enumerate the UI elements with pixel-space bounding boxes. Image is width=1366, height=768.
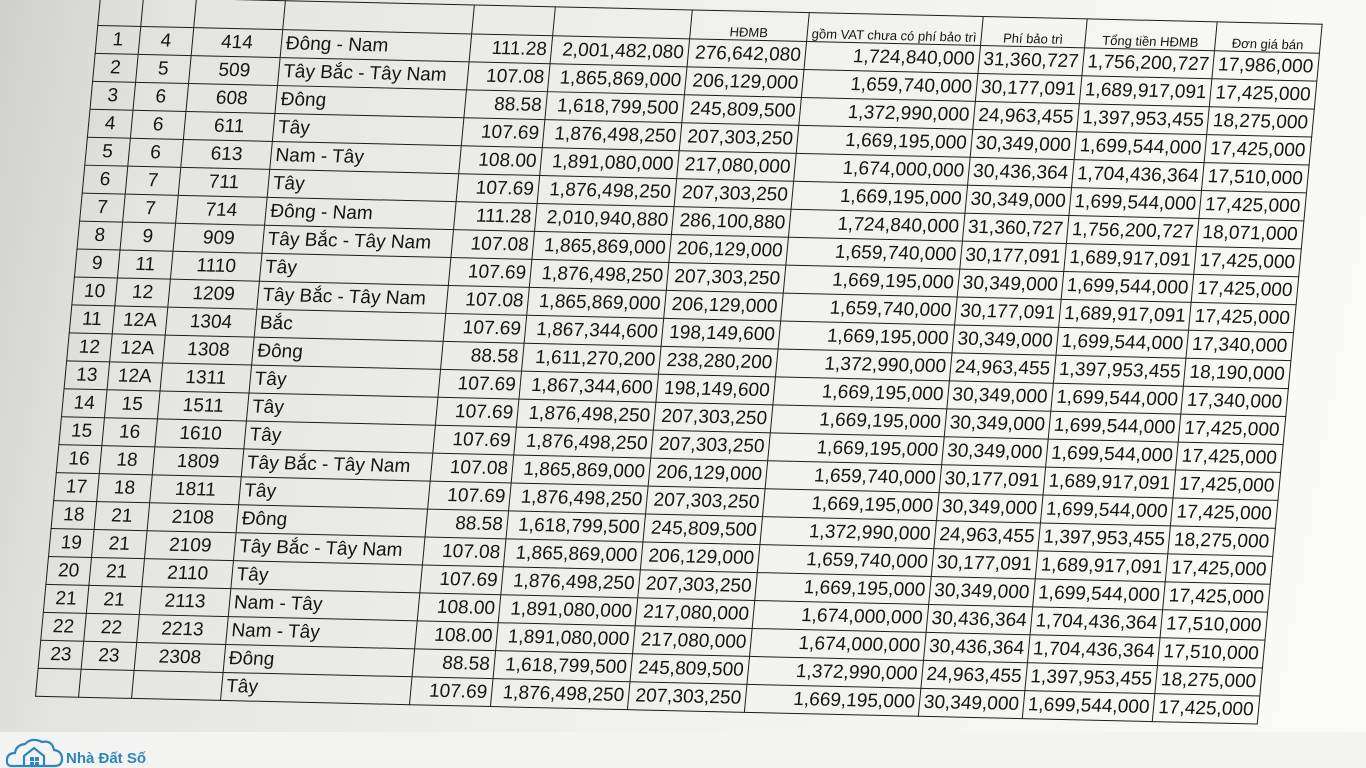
vat-price-cell: 1,659,740,000 — [786, 237, 962, 269]
unit-price-cell: 17,340,000 — [1181, 386, 1288, 416]
unit-price-cell: 17,425,000 — [1173, 470, 1280, 500]
vat-price-cell: 1,669,195,000 — [791, 181, 967, 213]
area-cell: 107.08 — [446, 285, 530, 315]
hdmb-cell: 207,303,250 — [651, 430, 771, 461]
stt-cell: 15 — [59, 417, 105, 446]
header-cell: Phí bảo trì — [980, 17, 1087, 48]
header-cell — [141, 0, 197, 28]
contract-total-cell: 1,689,917,091 — [1043, 467, 1176, 498]
maintenance-fee-cell: 30,177,091 — [954, 297, 1061, 327]
hdmb-cell: 207,303,250 — [666, 262, 786, 293]
unit-cell: 909 — [173, 223, 265, 253]
vat-price-cell: 1,724,840,000 — [804, 42, 980, 74]
stt-cell: 22 — [41, 612, 87, 641]
contract-total-cell: 1,699,544,000 — [1074, 132, 1207, 163]
contract-total-cell: 1,689,917,091 — [1058, 299, 1191, 330]
stt-cell: 23 — [38, 640, 84, 669]
logo-text: Nhà Đất Số — [66, 749, 147, 767]
floor-cell: 7 — [125, 166, 181, 195]
unit-cell: 2108 — [147, 503, 239, 533]
direction-cell: Nam - Tây — [226, 617, 418, 649]
total-price-cell: 2,001,482,080 — [550, 36, 690, 67]
unit-price-cell: 17,425,000 — [1176, 442, 1283, 472]
contract-total-cell: 1,699,544,000 — [1069, 188, 1202, 219]
direction-cell: Tây Bắc - Tây Nam — [257, 281, 449, 313]
unit-price-cell: 17,425,000 — [1189, 302, 1296, 332]
logo[interactable] — [6, 734, 146, 768]
hdmb-cell: 238,280,200 — [659, 346, 779, 377]
unit-price-cell: 17,425,000 — [1192, 274, 1299, 304]
direction-cell: Tây — [239, 477, 431, 509]
unit-cell: 509 — [189, 56, 281, 86]
total-price-cell: 1,891,080,000 — [540, 148, 680, 179]
unit-price-cell: 18,190,000 — [1184, 358, 1291, 388]
unit-cell: 2308 — [134, 642, 226, 672]
vat-price-cell: 1,659,740,000 — [765, 461, 941, 493]
maintenance-fee-cell: 30,436,364 — [923, 632, 1030, 662]
unit-cell: 2113 — [139, 587, 231, 617]
direction-cell: Đông — [252, 337, 444, 369]
floor-cell: 5 — [136, 54, 192, 83]
direction-cell: Tây — [246, 393, 438, 425]
hdmb-cell: 276,642,080 — [687, 39, 807, 70]
stt-cell: 1 — [95, 25, 141, 54]
maintenance-fee-cell: 24,963,455 — [934, 521, 1041, 551]
header-cell: Tổng tiền HĐMB — [1084, 19, 1217, 51]
price-table — [35, 0, 1322, 724]
area-cell: 107.08 — [422, 537, 506, 567]
contract-total-cell: 1,397,953,455 — [1077, 104, 1210, 135]
direction-cell: Tây Bắc - Tây Nam — [278, 58, 470, 90]
area-cell: 111.28 — [454, 202, 538, 232]
contract-total-cell: 1,756,200,727 — [1082, 48, 1215, 79]
header-cell: HĐMB — [690, 10, 810, 42]
unit-price-cell: 17,425,000 — [1199, 191, 1306, 221]
total-price-cell: 1,618,799,500 — [493, 651, 633, 682]
stt-cell: 8 — [77, 221, 123, 250]
vat-price-cell: 1,669,195,000 — [755, 573, 931, 605]
hdmb-cell: 207,303,250 — [674, 179, 794, 210]
hdmb-cell: 206,129,000 — [684, 67, 804, 98]
hdmb-cell: 206,129,000 — [640, 542, 760, 573]
vat-price-cell: 1,669,195,000 — [773, 377, 949, 409]
maintenance-fee-cell: 30,349,000 — [957, 269, 1064, 299]
unit-cell: 1809 — [152, 447, 244, 477]
unit-price-cell: 17,510,000 — [1158, 638, 1265, 668]
total-price-cell: 1,618,799,500 — [506, 511, 646, 542]
maintenance-fee-cell: 31,360,727 — [978, 45, 1085, 75]
unit-price-cell: 18,275,000 — [1168, 526, 1275, 556]
total-price-cell: 1,865,869,000 — [532, 231, 672, 262]
maintenance-fee-cell: 30,177,091 — [939, 465, 1046, 495]
stt-cell: 18 — [51, 501, 97, 530]
vat-price-cell: 1,669,195,000 — [770, 405, 946, 437]
contract-total-cell: 1,397,953,455 — [1038, 523, 1171, 554]
direction-cell: Tây Bắc - Tây Nam — [233, 533, 425, 565]
direction-cell: Tây — [244, 421, 436, 453]
hdmb-cell: 245,809,500 — [643, 514, 763, 545]
unit-cell: 714 — [176, 195, 268, 225]
unit-price-cell: 17,425,000 — [1171, 498, 1278, 528]
total-price-cell: 1,867,344,600 — [519, 371, 659, 402]
vat-price-cell: 1,372,990,000 — [799, 97, 975, 129]
maintenance-fee-cell: 30,349,000 — [928, 577, 1035, 607]
stt-cell: 3 — [90, 81, 136, 110]
unit-cell: 414 — [191, 28, 283, 58]
footer-bar — [0, 732, 1366, 768]
contract-total-cell: 1,699,544,000 — [1048, 411, 1181, 442]
direction-cell: Đông — [223, 645, 415, 677]
contract-total-cell: 1,699,544,000 — [1022, 691, 1155, 722]
contract-total-cell: 1,699,544,000 — [1061, 271, 1194, 302]
area-cell: 107.69 — [448, 258, 532, 288]
unit-cell: 1209 — [168, 279, 260, 309]
unit-cell: 1304 — [165, 307, 257, 337]
direction-cell: Tây — [272, 113, 464, 145]
vat-price-cell: 1,674,000,000 — [752, 601, 928, 633]
total-price-cell: 1,876,498,250 — [501, 567, 641, 598]
total-price-cell: 2,010,940,880 — [535, 203, 675, 234]
unit-price-cell: 17,340,000 — [1186, 330, 1293, 360]
floor-cell: 21 — [91, 530, 147, 559]
area-cell: 107.69 — [433, 425, 517, 455]
total-price-cell: 1,611,270,200 — [522, 343, 662, 374]
direction-cell: Đông — [275, 86, 467, 118]
total-price-cell: 1,865,869,000 — [503, 539, 643, 570]
floor-cell: 16 — [102, 418, 158, 447]
unit-cell: 1110 — [170, 251, 262, 281]
total-price-cell: 1,865,869,000 — [511, 455, 651, 486]
unit-cell: 1308 — [163, 335, 255, 365]
area-cell: 107.08 — [466, 62, 550, 92]
total-price-cell: 1,891,080,000 — [498, 595, 638, 626]
maintenance-fee-cell: 30,177,091 — [975, 73, 1082, 103]
vat-price-cell: 1,669,195,000 — [763, 489, 939, 521]
area-cell: 107.69 — [420, 565, 504, 595]
direction-cell: Đông — [236, 505, 428, 537]
unit-cell: 1511 — [157, 391, 249, 421]
floor-cell: 12A — [110, 334, 166, 363]
maintenance-fee-cell: 30,349,000 — [944, 409, 1051, 439]
maintenance-fee-cell: 30,177,091 — [931, 549, 1038, 579]
floor-cell: 18 — [99, 446, 155, 475]
area-cell: 107.08 — [430, 453, 514, 483]
total-price-cell: 1,876,498,250 — [490, 679, 630, 710]
area-cell: 107.69 — [461, 118, 545, 148]
floor-cell: 12A — [107, 362, 163, 391]
total-price-cell: 1,876,498,250 — [509, 483, 649, 514]
area-cell: 108.00 — [459, 146, 543, 176]
stt-cell: 19 — [49, 529, 95, 558]
stt-cell: 2 — [93, 53, 139, 82]
contract-total-cell: 1,699,544,000 — [1056, 327, 1189, 358]
contract-total-cell: 1,704,436,364 — [1027, 635, 1160, 666]
stt-cell: 13 — [64, 361, 110, 390]
total-price-cell: 1,618,799,500 — [545, 92, 685, 123]
unit-price-cell: 17,986,000 — [1212, 51, 1319, 81]
maintenance-fee-cell: 24,963,455 — [973, 101, 1080, 131]
header-cell — [98, 0, 144, 26]
contract-total-cell: 1,689,917,091 — [1064, 243, 1197, 274]
hdmb-cell: 198,149,600 — [656, 374, 776, 405]
contract-total-cell: 1,397,953,455 — [1053, 355, 1186, 386]
vat-price-cell: 1,669,195,000 — [768, 433, 944, 465]
total-price-cell: 1,876,498,250 — [537, 176, 677, 207]
hdmb-cell: 207,303,250 — [638, 570, 758, 601]
hdmb-cell: 245,809,500 — [630, 654, 750, 685]
floor-cell: 21 — [89, 557, 145, 586]
header-cell — [283, 1, 475, 34]
area-cell: 111.28 — [469, 34, 553, 64]
stt-cell: 5 — [85, 137, 131, 166]
floor-cell: 6 — [133, 82, 189, 111]
price-sheet — [35, 0, 1322, 724]
stt-cell: 17 — [54, 473, 100, 502]
hdmb-cell: 207,303,250 — [679, 123, 799, 154]
direction-cell: Tây — [231, 561, 423, 593]
header-cell: gồm VAT chưa có phí bảo trì — [807, 13, 983, 46]
stt-cell: 12 — [67, 333, 113, 362]
unit-cell: 613 — [181, 139, 273, 169]
floor-cell: 7 — [123, 194, 179, 223]
contract-total-cell: 1,704,436,364 — [1030, 607, 1163, 638]
maintenance-fee-cell: 30,349,000 — [936, 493, 1043, 523]
total-price-cell: 1,865,869,000 — [527, 287, 667, 318]
vat-price-cell: 1,372,990,000 — [747, 656, 923, 688]
unit-price-cell: 17,425,000 — [1194, 246, 1301, 276]
unit-price-cell: 18,071,000 — [1197, 218, 1304, 248]
vat-price-cell: 1,372,990,000 — [775, 349, 951, 381]
stt-cell: 11 — [69, 305, 115, 334]
hdmb-cell: 217,080,000 — [635, 598, 755, 629]
stt-cell: 14 — [61, 389, 107, 418]
header-cell — [194, 0, 286, 30]
direction-cell: Tây Bắc - Tây Nam — [241, 449, 433, 481]
unit-price-cell: 18,275,000 — [1155, 666, 1262, 696]
hdmb-cell: 207,303,250 — [646, 486, 766, 517]
total-price-cell: 1,867,344,600 — [524, 315, 664, 346]
floor-cell: 6 — [130, 110, 186, 139]
floor-cell: 23 — [81, 641, 137, 670]
direction-cell: Bắc — [254, 309, 446, 341]
area-cell: 107.69 — [443, 313, 527, 343]
maintenance-fee-cell: 30,349,000 — [947, 381, 1054, 411]
hdmb-cell: 206,129,000 — [669, 235, 789, 266]
unit-cell: 611 — [183, 111, 275, 141]
vat-price-cell: 1,674,000,000 — [750, 628, 926, 660]
unit-cell: 608 — [186, 84, 278, 114]
stt-cell: 9 — [74, 249, 120, 278]
area-cell: 107.69 — [435, 397, 519, 427]
total-price-cell: 1,876,498,250 — [514, 427, 654, 458]
maintenance-fee-cell: 30,349,000 — [970, 129, 1077, 159]
total-price-cell: 1,891,080,000 — [496, 623, 636, 654]
maintenance-fee-cell: 30,436,364 — [926, 604, 1033, 634]
unit-price-cell: 17,425,000 — [1179, 414, 1286, 444]
unit-cell: 2213 — [137, 615, 229, 645]
contract-total-cell: 1,756,200,727 — [1066, 216, 1199, 247]
header-cell — [472, 5, 556, 36]
hdmb-cell: 217,080,000 — [677, 151, 797, 182]
vat-price-cell: 1,659,740,000 — [801, 69, 977, 101]
area-cell: 108.00 — [417, 593, 501, 623]
floor-cell: 21 — [94, 502, 150, 531]
hdmb-cell: 207,303,250 — [627, 682, 747, 713]
maintenance-fee-cell: 30,349,000 — [952, 325, 1059, 355]
unit-price-cell: 18,275,000 — [1207, 107, 1314, 137]
vat-price-cell: 1,724,840,000 — [788, 209, 964, 241]
stt-cell: 10 — [72, 277, 118, 306]
header-cell: Đơn giá bán — [1215, 22, 1322, 53]
area-cell: 88.58 — [412, 649, 496, 679]
floor-cell: 12 — [115, 278, 171, 307]
hdmb-cell: 198,149,600 — [661, 318, 781, 349]
hdmb-cell: 286,100,880 — [671, 207, 791, 238]
unit-price-cell: 17,425,000 — [1166, 554, 1273, 584]
maintenance-fee-cell: 30,349,000 — [965, 185, 1072, 215]
contract-total-cell: 1,699,544,000 — [1046, 439, 1179, 470]
vat-price-cell: 1,659,740,000 — [757, 545, 933, 577]
vat-price-cell: 1,669,195,000 — [796, 125, 972, 157]
floor-cell: 15 — [104, 390, 160, 419]
area-cell: 88.58 — [425, 509, 509, 539]
hdmb-cell: 206,129,000 — [648, 458, 768, 489]
unit-cell: 2110 — [142, 559, 234, 589]
maintenance-fee-cell: 30,349,000 — [941, 437, 1048, 467]
stt-cell: 6 — [82, 165, 128, 194]
floor-cell: 18 — [97, 474, 153, 503]
contract-total-cell: 1,689,917,091 — [1035, 551, 1168, 582]
stt-cell: 7 — [80, 193, 126, 222]
direction-cell: Đông - Nam — [280, 30, 472, 62]
house-cloud-icon — [6, 734, 64, 768]
vat-price-cell: 1,669,195,000 — [744, 684, 920, 716]
maintenance-fee-cell: 30,177,091 — [960, 241, 1067, 271]
vat-price-cell: 1,669,195,000 — [783, 265, 959, 297]
area-cell: 107.08 — [451, 230, 535, 260]
unit-price-cell: 17,425,000 — [1205, 135, 1312, 165]
vat-price-cell: 1,659,740,000 — [781, 293, 957, 325]
unit-cell: 2109 — [144, 531, 236, 561]
area-cell: 107.69 — [438, 369, 522, 399]
stt-cell: 4 — [87, 109, 133, 138]
header-cell — [553, 7, 693, 39]
area-cell: 88.58 — [441, 341, 525, 371]
unit-cell — [132, 670, 224, 700]
maintenance-fee-cell: 24,963,455 — [949, 353, 1056, 383]
direction-cell: Nam - Tây — [270, 141, 462, 173]
unit-price-cell: 17,425,000 — [1210, 79, 1317, 109]
area-cell: 108.00 — [415, 621, 499, 651]
stt-cell: 21 — [43, 584, 89, 613]
direction-cell: Tây — [259, 253, 451, 285]
table-body — [36, 25, 1319, 723]
direction-cell: Tây — [267, 169, 459, 201]
floor-cell: 11 — [117, 250, 173, 279]
hdmb-cell: 217,080,000 — [633, 626, 753, 657]
maintenance-fee-cell: 30,349,000 — [918, 688, 1025, 718]
total-price-cell: 1,876,498,250 — [542, 120, 682, 151]
total-price-cell: 1,876,498,250 — [516, 399, 656, 430]
unit-cell: 1811 — [150, 475, 242, 505]
floor-cell: 6 — [128, 138, 184, 167]
floor-cell: 9 — [120, 222, 176, 251]
contract-total-cell: 1,699,544,000 — [1040, 495, 1173, 526]
direction-cell: Nam - Tây — [228, 589, 420, 621]
stt-cell: 20 — [46, 556, 92, 585]
total-price-cell: 1,865,869,000 — [547, 64, 687, 95]
contract-total-cell: 1,397,953,455 — [1025, 663, 1158, 694]
hdmb-cell: 207,303,250 — [653, 402, 773, 433]
unit-cell: 711 — [178, 167, 270, 197]
vat-price-cell: 1,669,195,000 — [778, 321, 954, 353]
maintenance-fee-cell: 30,436,364 — [967, 157, 1074, 187]
contract-total-cell: 1,704,436,364 — [1071, 160, 1204, 191]
direction-cell: Tây Bắc - Tây Nam — [262, 225, 454, 257]
stt-cell — [36, 668, 82, 697]
floor-cell: 21 — [86, 585, 142, 614]
vat-price-cell: 1,372,990,000 — [760, 517, 936, 549]
floor-cell: 22 — [84, 613, 140, 642]
floor-cell: 4 — [138, 26, 194, 55]
hdmb-cell: 206,129,000 — [664, 290, 784, 321]
hdmb-cell: 245,809,500 — [682, 95, 802, 126]
unit-price-cell: 17,510,000 — [1160, 610, 1267, 640]
area-cell: 107.69 — [409, 677, 493, 707]
total-price-cell: 1,876,498,250 — [529, 259, 669, 290]
unit-price-cell: 17,425,000 — [1163, 582, 1270, 612]
direction-cell: Tây — [220, 672, 412, 704]
maintenance-fee-cell: 24,963,455 — [921, 660, 1028, 690]
floor-cell — [79, 669, 135, 698]
area-cell: 107.69 — [428, 481, 512, 511]
unit-price-cell: 17,425,000 — [1153, 694, 1260, 724]
contract-total-cell: 1,699,544,000 — [1051, 383, 1184, 414]
area-cell: 107.69 — [456, 174, 540, 204]
maintenance-fee-cell: 31,360,727 — [962, 213, 1069, 243]
contract-total-cell: 1,689,917,091 — [1079, 76, 1212, 107]
vat-price-cell: 1,674,000,000 — [794, 153, 970, 185]
unit-cell: 1311 — [160, 363, 252, 393]
unit-price-cell: 17,510,000 — [1202, 163, 1309, 193]
floor-cell: 12A — [112, 306, 168, 335]
contract-total-cell: 1,699,544,000 — [1033, 579, 1166, 610]
direction-cell: Tây — [249, 365, 441, 397]
stt-cell: 16 — [56, 445, 102, 474]
unit-cell: 1610 — [155, 419, 247, 449]
direction-cell: Đông - Nam — [265, 197, 457, 229]
area-cell: 88.58 — [464, 90, 548, 120]
